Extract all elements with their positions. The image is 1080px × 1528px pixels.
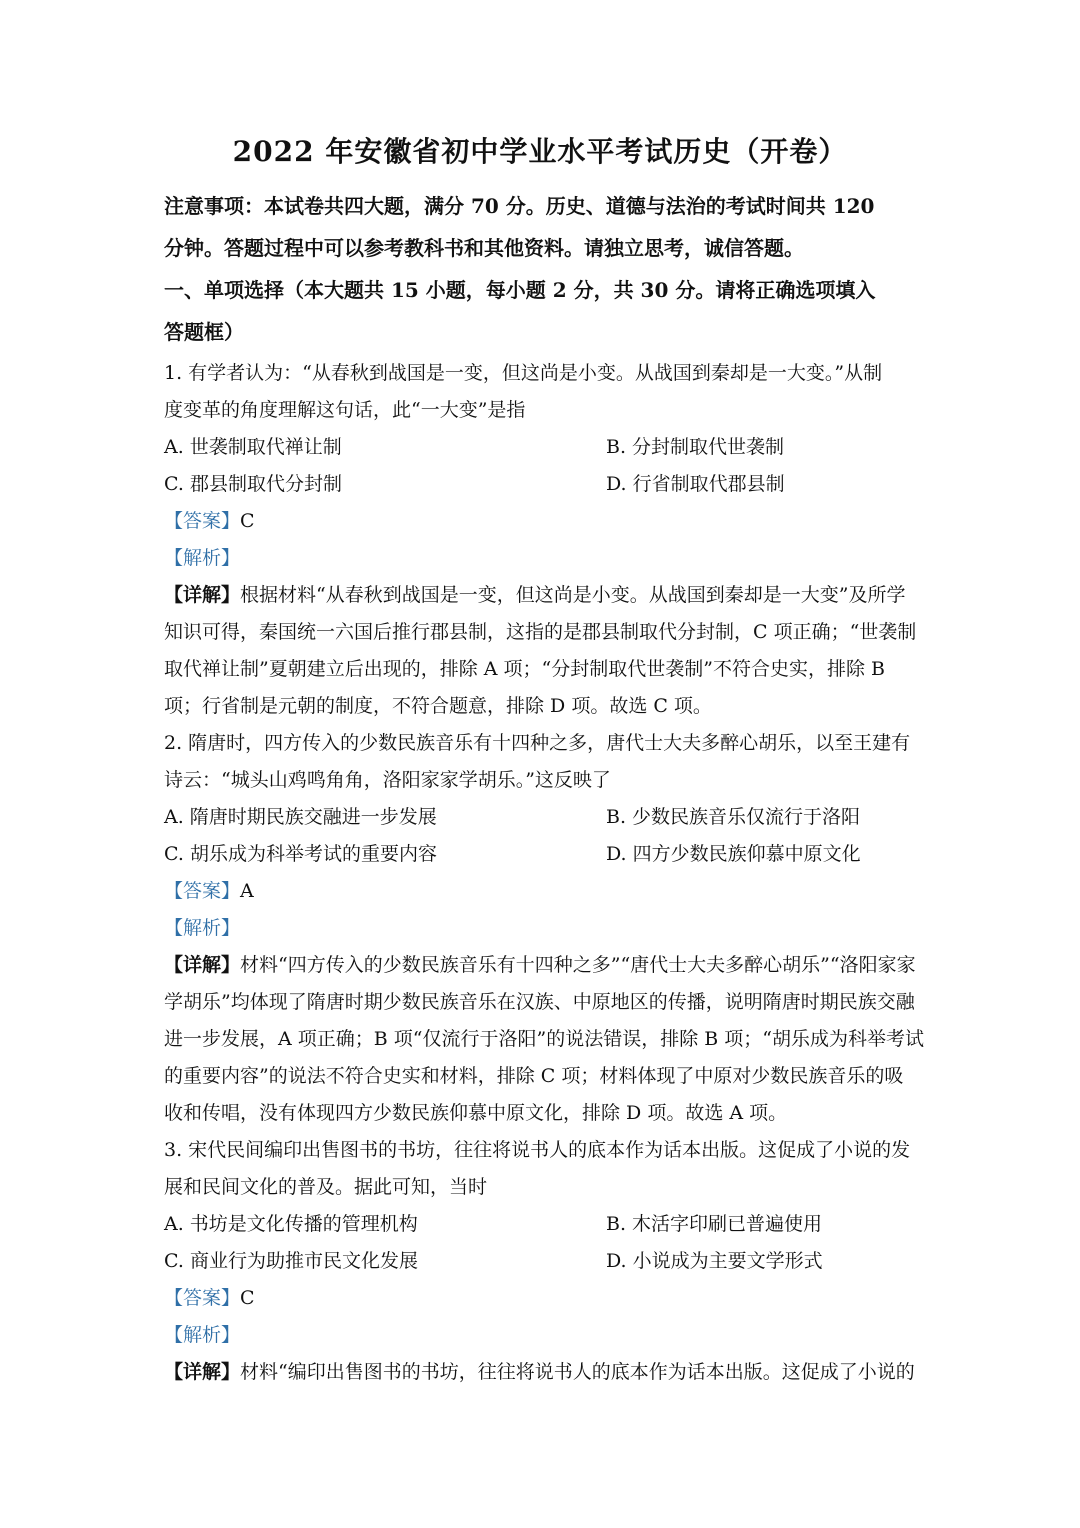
- q1-analysis: [164, 543, 240, 570]
- analysis-tag: 【解析】: [164, 917, 241, 939]
- notice-line-2: 分钟。答题过程中可以参考教科书和其他资料。请独立思考，诚信答题。: [164, 236, 804, 260]
- detail-tag: 【详解】: [164, 954, 241, 976]
- detail-tag: 【详解】: [164, 584, 241, 606]
- q3-option-a: A. 书坊是文化传播的管理机构: [164, 1213, 418, 1235]
- page-title: 2022 年安徽省初中学业水平考试历史（开卷）: [232, 135, 848, 168]
- q1-detail-line-1: [164, 580, 905, 607]
- section-heading-line-1: 一、单项选择（本大题共 15 小题，每小题 2 分，共 30 分。请将正确选项填入: [164, 278, 876, 302]
- q2-option-a: A. 隋唐时期民族交融进一步发展: [164, 806, 437, 828]
- q3-option-c: C. 商业行为助推市民文化发展: [164, 1250, 418, 1272]
- detail-tag: 【详解】: [164, 1361, 241, 1383]
- q1-stem-line-1: 1. 有学者认为：“从春秋到战国是一变，但这尚是小变。从战国到秦却是一大变。”从制: [164, 362, 883, 384]
- q2-detail-line-1: [164, 950, 916, 977]
- q2-option-b: B. 少数民族音乐仅流行于洛阳: [606, 806, 861, 828]
- q3-detail-text-1: 材料“编印出售图书的书坊，往往将说书人的底本作为话本出版。这促成了小说的: [240, 1361, 915, 1383]
- q2-detail-line-5: 收和传唱，没有体现四方少数民族仰慕中原文化，排除 D 项。故选 A 项。: [164, 1102, 788, 1124]
- q2-stem-line-2: 诗云：“城头山鸡鸣角角，洛阳家家学胡乐。”这反映了: [164, 769, 611, 791]
- section-heading-line-2: 答题框）: [164, 320, 244, 344]
- q2-detail-text-1: 材料“四方传入的少数民族音乐有十四种之多”“唐代士大夫多醉心胡乐”“洛阳家家: [240, 954, 916, 976]
- q2-option-c: C. 胡乐成为科举考试的重要内容: [164, 843, 437, 865]
- q1-answer-value: C: [240, 510, 255, 532]
- q3-option-d: D. 小说成为主要文学形式: [606, 1250, 823, 1272]
- q3-detail-line-1: [164, 1357, 915, 1384]
- q3-analysis: [164, 1320, 240, 1347]
- q2-detail-line-2: 学胡乐”均体现了隋唐时期少数民族音乐在汉族、中原地区的传播，说明隋唐时期民族交融: [164, 991, 915, 1013]
- q1-answer: [164, 506, 255, 533]
- notice-line-1: 注意事项：本试卷共四大题，满分 70 分。历史、道德与法治的考试时间共 120: [164, 194, 875, 218]
- q1-option-c: C. 郡县制取代分封制: [164, 473, 342, 495]
- q1-option-a: A. 世袭制取代禅让制: [164, 436, 342, 458]
- q2-answer-value: A: [240, 880, 254, 902]
- q3-stem-line-1: 3. 宋代民间编印出售图书的书坊，往往将说书人的底本作为话本出版。这促成了小说的发: [164, 1139, 911, 1161]
- q3-stem-line-2: 展和民间文化的普及。据此可知，当时: [164, 1176, 488, 1198]
- q2-option-d: D. 四方少数民族仰慕中原文化: [606, 843, 861, 865]
- q1-stem-line-2: 度变革的角度理解这句话，此“一大变”是指: [164, 399, 526, 421]
- q2-answer: [164, 876, 254, 903]
- answer-tag: 【答案】: [164, 880, 241, 902]
- q2-stem-line-1: 2. 隋唐时，四方传入的少数民族音乐有十四种之多，唐代士大夫多醉心胡乐，以至王建有: [164, 732, 911, 754]
- answer-tag: 【答案】: [164, 510, 241, 532]
- q1-detail-line-2: 知识可得，秦国统一六国后推行郡县制，这指的是郡县制取代分封制，C 项正确；“世袭制: [164, 621, 917, 643]
- q3-option-b: B. 木活字印刷已普遍使用: [606, 1213, 823, 1235]
- answer-tag: 【答案】: [164, 1287, 241, 1309]
- q1-detail-line-3: 取代禅让制”夏朝建立后出现的，排除 A 项；“分封制取代世袭制”不符合史实，排除 B: [164, 658, 885, 680]
- q1-option-d: D. 行省制取代郡县制: [606, 473, 785, 495]
- q2-detail-line-4: 的重要内容”的说法不符合史实和材料，排除 C 项；材料体现了中原对少数民族音乐的吸: [164, 1065, 904, 1087]
- q1-option-b: B. 分封制取代世袭制: [606, 436, 785, 458]
- q3-answer: [164, 1283, 255, 1310]
- q3-answer-value: C: [240, 1287, 255, 1309]
- q2-detail-line-3: 进一步发展，A 项正确；B 项“仅流行于洛阳”的说法错误，排除 B 项；“胡乐成为科举考试: [164, 1028, 924, 1050]
- analysis-tag: 【解析】: [164, 547, 241, 569]
- q1-detail-text-1: 根据材料“从春秋到战国是一变，但这尚是小变。从战国到秦却是一大变”及所学: [240, 584, 906, 606]
- q1-detail-line-4: 项；行省制是元朝的制度，不符合题意，排除 D 项。故选 C 项。: [164, 695, 712, 717]
- analysis-tag: 【解析】: [164, 1324, 241, 1346]
- q2-analysis: [164, 913, 240, 940]
